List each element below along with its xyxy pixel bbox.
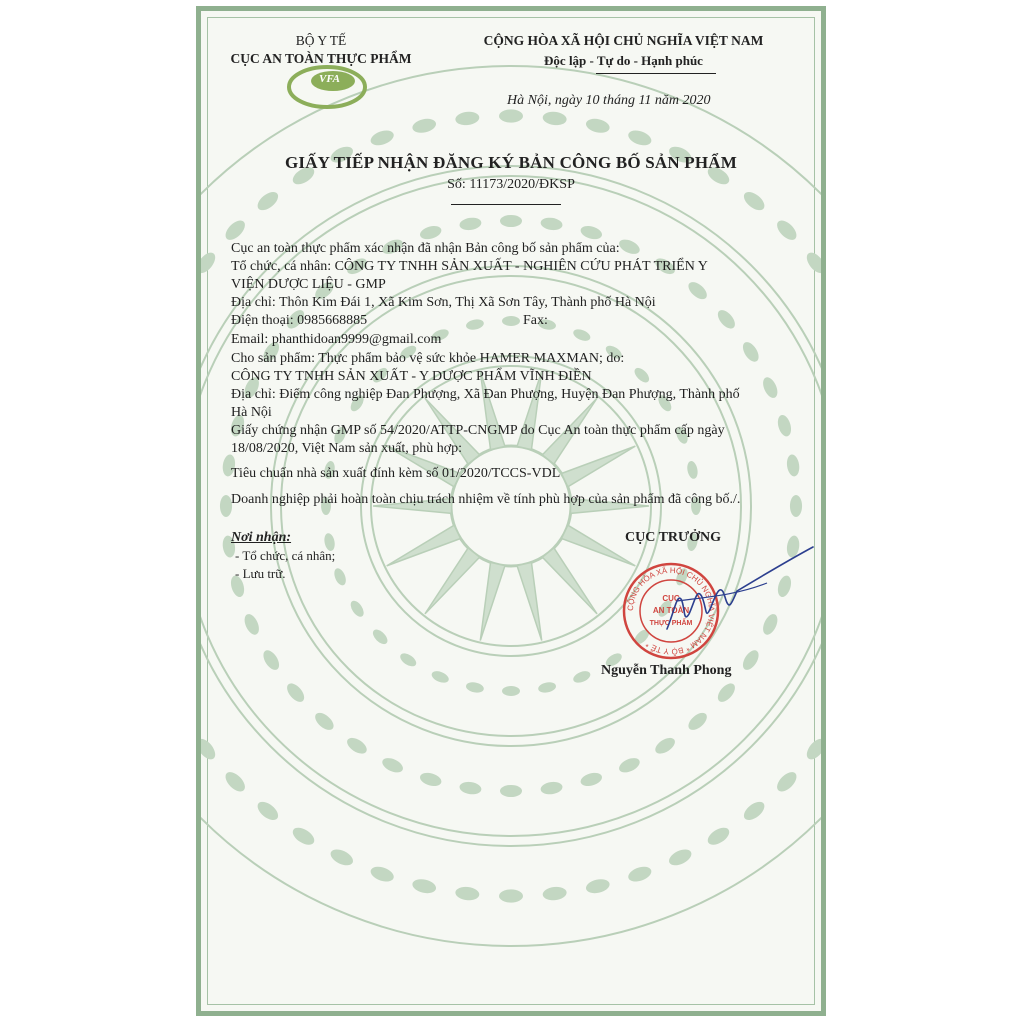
seal-ring-text: CỘNG HÒA XÃ HỘI CHỦ NGHĨA VIỆT NAM * BỘ Y TẾ * [625, 565, 717, 657]
drum-ring-motif [617, 237, 642, 257]
drum-ring-motif [222, 217, 248, 243]
drum-ring-motif [459, 781, 482, 796]
drum-ring-motif [774, 769, 800, 795]
drum-ring-motif [715, 307, 739, 332]
drum-ring-motif [537, 681, 557, 694]
drum-star-ray [542, 548, 597, 614]
document-page [196, 6, 826, 1016]
manufacturer-address-line-1: Địa chỉ: Điểm công nghiệp Đan Phượng, Xã Đan Phượng, Huyện Đan Phượng, Thành phố [231, 387, 740, 402]
recipient-item: - Tổ chức, cá nhân; [235, 548, 336, 563]
drum-ring-motif [617, 755, 642, 775]
drum-ring-motif [786, 454, 801, 477]
drum-ring-motif [465, 681, 485, 694]
document-title: GIẤY TIẾP NHẬN ĐĂNG KÝ BẢN CÔNG BỐ SẢN PHẨM [284, 153, 738, 172]
drum-ring-motif [585, 877, 611, 895]
drum-ring-motif [455, 886, 480, 902]
drum-ring-motif [626, 864, 653, 884]
drum-star-ray [480, 562, 505, 640]
email-line: Email: phanthidoan9999@gmail.com [231, 332, 442, 347]
drum-ring-motif [380, 755, 405, 775]
drum-ring-motif [685, 279, 710, 303]
product-line: Cho sản phẩm: Thực phẩm bảo vệ sức khỏe HAMER MAXMAN; do: [231, 351, 625, 366]
drum-ring-motif [465, 318, 485, 331]
organization-address: Địa chỉ: Thôn Kim Đái 1, Xã Kim Sơn, Thị Xã Sơn Tây, Thành phố Hà Nội [231, 295, 656, 310]
drum-ring-motif [222, 769, 248, 795]
drum-ring-motif [790, 495, 802, 517]
drum-ring-motif [348, 599, 366, 619]
drum-ring-motif [585, 117, 611, 135]
drum-ring-motif [579, 224, 604, 242]
drum-ring-motif [774, 217, 800, 243]
seal-center-line-3: THỰC PHẨM [649, 620, 693, 627]
gmp-line-1: Giấy chứng nhận GMP số 54/2020/ATTP-CNGMP do Cục An toàn thực phẩm cấp ngày [231, 423, 725, 438]
drum-ring-motif [260, 648, 282, 673]
national-motto: Độc lập - Tự do - Hạnh phúc [544, 53, 703, 68]
vfa-logo [285, 61, 369, 111]
drum-ring-motif [455, 111, 480, 127]
drum-ring-motif [500, 785, 522, 797]
drum-ring-motif [418, 771, 443, 789]
drum-ring-motif [411, 877, 437, 895]
standard-line: Tiêu chuẩn nhà sản xuất đính kèm số 01/2020/TCCS-VDL [231, 466, 561, 481]
drum-ring-motif [284, 680, 308, 705]
drum-ring-motif [499, 889, 523, 902]
drum-ring-motif [740, 339, 762, 364]
responsibility-line: Doanh nghiệp phải hoàn toàn chịu trách nhiệm về tính phù hợp của sản phẩm đã công bố./. [231, 492, 741, 507]
organization-line-1: Tổ chức, cá nhân: CÔNG TY TNHH SẢN XUẤT - NGHIÊN CỨU PHÁT TRIỂN Y [231, 259, 708, 274]
drum-ring-motif [499, 109, 523, 122]
drum-ring-motif [369, 128, 396, 148]
drum-ring-motif [626, 128, 653, 148]
drum-ring-motif [459, 216, 482, 231]
drum-ring-motif [667, 846, 694, 868]
drum-star-ray [561, 446, 635, 487]
drum-ring-motif [572, 669, 592, 685]
drum-ring-motif [686, 460, 699, 480]
registration-number: Số: 11173/2020/ĐKSP [447, 177, 575, 192]
title-underline [451, 204, 561, 205]
signatory-role: CỤC TRƯỞNG [625, 530, 722, 545]
drum-ring-motif [760, 375, 780, 400]
drum-ring-motif [411, 117, 437, 135]
drum-ring-motif [653, 735, 678, 757]
drum-ring-motif [398, 651, 418, 669]
drum-ring-motif [803, 736, 821, 763]
drum-ring-motif [430, 669, 450, 685]
drum-ring-motif [290, 824, 317, 848]
fax-line: Fax: [523, 313, 548, 328]
drum-ring-motif [502, 686, 520, 696]
drum-ring-motif [332, 567, 348, 587]
date-line: Hà Nội, ngày 10 tháng 11 năm 2020 [507, 93, 711, 108]
drum-ring-motif [328, 846, 355, 868]
seal-center-line-2: AN TOÀN [652, 606, 690, 615]
manufacturer-address-line-2: Hà Nội [231, 405, 272, 420]
drum-ring-motif [369, 864, 396, 884]
drum-ring-motif [542, 111, 567, 127]
department-name: CỤC AN TOÀN THỰC PHẨM [230, 51, 412, 66]
drum-star-ray [387, 525, 461, 566]
drum-ring-motif [254, 798, 281, 823]
signatory-name: Nguyễn Thanh Phong [601, 663, 732, 678]
motto-underline [596, 73, 716, 74]
drum-ring-motif [542, 886, 567, 902]
drum-star-ray [425, 548, 480, 614]
drum-star-ray [517, 562, 542, 640]
intro-line: Cục an toàn thực phẩm xác nhận đã nhận Bản công bố sản phẩm của: [231, 241, 620, 256]
drum-ring-motif [572, 327, 592, 343]
drum-ring-motif [705, 824, 732, 848]
drum-ring-motif [741, 798, 768, 823]
seal-center-line-1: CỤC [662, 594, 680, 603]
handwritten-signature [647, 539, 817, 639]
drum-ring-motif [579, 771, 604, 789]
manufacturer-line: CÔNG TY TNHH SẢN XUẤT - Y DƯỢC PHẨM VĨNH ĐIỀN [231, 369, 592, 384]
gmp-line-2: 18/08/2020, Việt Nam sản xuất, phù hợp: [231, 441, 463, 456]
drum-ring-motif [685, 710, 710, 734]
drum-ring-motif [776, 413, 794, 438]
country-name: CỘNG HÒA XÃ HỘI CHỦ NGHĨA VIỆT NAM [483, 33, 764, 48]
drum-ring-motif [370, 627, 390, 647]
drum-ring-motif [201, 736, 219, 763]
phone-line: Điện thoại: 0985668885 [231, 313, 368, 328]
drum-ring-motif [740, 648, 762, 673]
recipients-label: Nơi nhận: [231, 530, 292, 545]
recipient-item: - Lưu trữ. [235, 566, 286, 581]
ministry-name: BỘ Y TẾ [295, 33, 347, 48]
drum-ring-motif [312, 710, 337, 734]
drum-ring-motif [242, 612, 262, 637]
organization-line-2: VIỆN DƯỢC LIỆU - GMP [231, 277, 386, 292]
drum-ring-motif [201, 249, 219, 276]
vfa-logo-text: VFA [319, 73, 341, 85]
drum-ring-motif [502, 316, 520, 326]
drum-ring-motif [418, 224, 443, 242]
drum-ring-motif [344, 735, 369, 757]
drum-ring-motif [540, 216, 563, 231]
drum-ring-motif [540, 781, 563, 796]
drum-ring-motif [715, 680, 739, 705]
drum-ring-motif [632, 365, 652, 385]
drum-ring-motif [500, 215, 522, 227]
drum-ring-motif [803, 249, 821, 276]
